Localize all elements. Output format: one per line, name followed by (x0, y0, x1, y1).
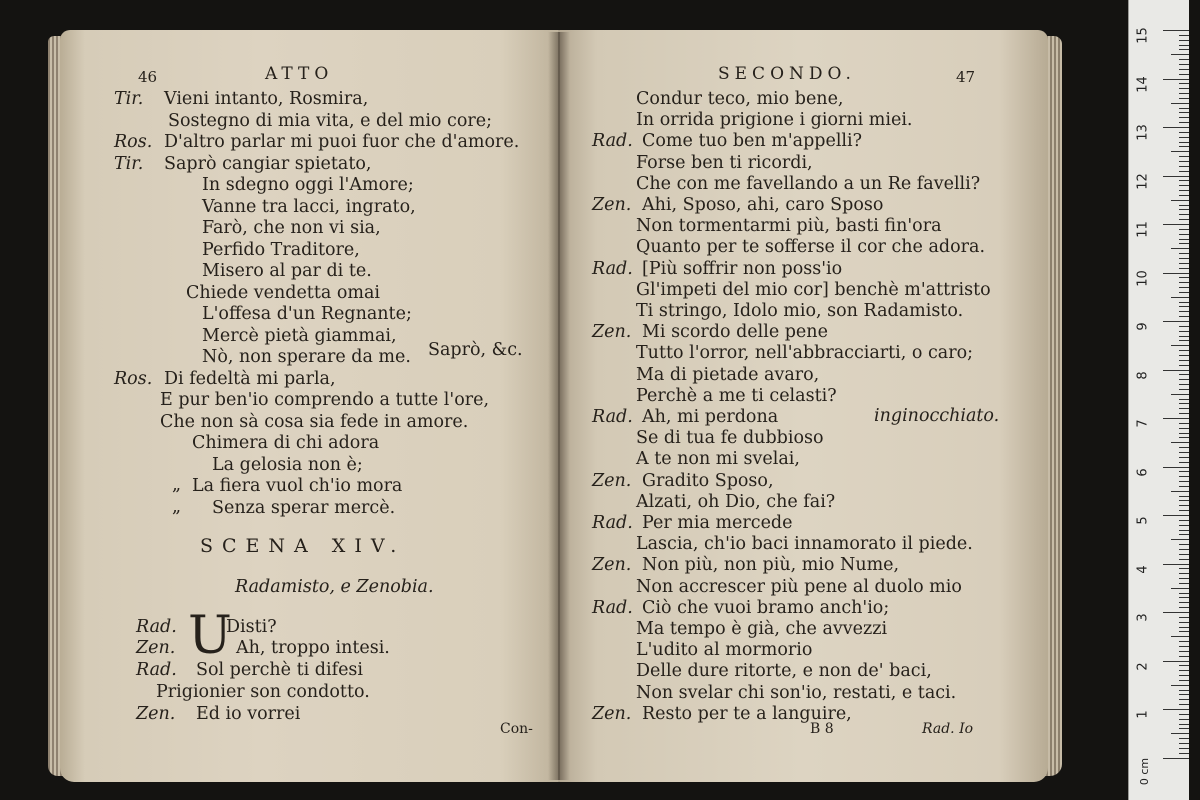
ruler-tick (1179, 597, 1189, 598)
speaker-label: Rad. (592, 513, 633, 533)
ruler-tick (1171, 248, 1189, 249)
running-header-right: SECONDO. (718, 64, 856, 84)
ruler-number: 3 (1135, 613, 1151, 622)
ruler-tick (1163, 709, 1189, 710)
ruler-tick (1179, 510, 1189, 511)
ruler-tick (1179, 161, 1189, 162)
ruler-tick (1179, 302, 1189, 303)
speaker-label: Rad. (136, 660, 177, 680)
verse-line: Vanne tra lacci, ingrato, (202, 196, 416, 217)
verse-line: Che non sà cosa sia fede in amore. (160, 411, 469, 432)
page-number-right: 47 (956, 68, 976, 86)
ruler-tick (1171, 685, 1189, 686)
ruler-tick (1163, 79, 1189, 80)
ruler-tick (1163, 515, 1189, 516)
ruler-tick (1179, 568, 1189, 569)
ruler-tick (1163, 467, 1189, 468)
ruler-tick (1179, 282, 1189, 283)
ruler-number: 7 (1135, 419, 1151, 428)
ruler-tick (1179, 365, 1189, 366)
ruler-tick (1171, 200, 1189, 201)
ruler-tick (1179, 112, 1189, 113)
ruler-tick (1179, 69, 1189, 70)
ruler-unit: 0 cm (1138, 757, 1152, 786)
ruler-tick (1179, 651, 1189, 652)
ruler-tick (1179, 748, 1189, 749)
ruler-tick (1179, 471, 1189, 472)
verse-line: Chimera di chi adora (192, 433, 380, 453)
ruler-tick (1179, 530, 1189, 531)
ruler-tick (1179, 258, 1189, 259)
ruler-number: 9 (1135, 322, 1151, 331)
ruler-tick (1179, 428, 1189, 429)
ruler-number: 13 (1135, 124, 1151, 141)
ruler-tick (1179, 496, 1189, 497)
speaker-label: Rad. (592, 131, 633, 152)
ruler-tick (1179, 146, 1189, 147)
ruler-tick (1179, 680, 1189, 681)
ruler-tick (1179, 326, 1189, 327)
ruler-tick (1179, 724, 1189, 725)
verse-line: D'altro parlar mi puoi fuor che d'amore. (164, 132, 520, 152)
verse-line: Senza sperar mercè. (212, 497, 396, 518)
verse-line: Quanto per te sofferse il cor che adora. (636, 237, 986, 258)
verse-line: L'offesa d'un Regnante; (202, 304, 412, 324)
ruler-tick (1179, 340, 1189, 341)
ruler-tick (1179, 98, 1189, 99)
ruler-tick (1179, 500, 1189, 501)
ruler-tick (1171, 54, 1189, 55)
ruler-tick (1179, 336, 1189, 337)
dialogue-line: Prigionier son condotto. (156, 682, 370, 702)
ruler-tick (1179, 45, 1189, 46)
verse-line: Non tormentarmi più, basti fin'ora (636, 216, 942, 237)
ruler-tick (1179, 195, 1189, 196)
ruler-tick (1163, 176, 1189, 177)
verse-line: Misero al par di te. (202, 261, 372, 281)
verse-line: Resto per te a languire, (642, 703, 852, 724)
ruler-tick (1179, 690, 1189, 691)
speaker-label: Ros. (114, 132, 153, 152)
ruler-tick (1179, 408, 1189, 409)
right-page (558, 30, 1048, 782)
ruler-tick (1179, 452, 1189, 453)
verse-line: Che con me favellando a un Re favelli? (636, 173, 981, 194)
verse-line: Ti stringo, Idolo mio, son Radamisto. (636, 301, 964, 321)
stage-direction: inginocchiato. (874, 406, 1000, 426)
speaker-label: Rad. (592, 597, 633, 618)
ruler-tick (1179, 59, 1189, 60)
dialogue-line: Ed io vorrei (196, 704, 301, 724)
verse-line: L'udito al mormorio (636, 640, 813, 661)
ruler-number: 10 (1135, 269, 1151, 287)
verse-line: Perchè a me ti celasti? (636, 385, 837, 406)
ruler-tick (1179, 583, 1189, 584)
ruler-tick (1171, 103, 1189, 104)
ruler-tick (1179, 714, 1189, 715)
ruler-tick (1163, 273, 1189, 274)
verse-line: Non accrescer più pene al duolo mio (636, 576, 962, 597)
verse-line: A te non mi svelai, (636, 449, 800, 470)
ruler-number: 6 (1135, 467, 1151, 477)
ruler-number: 4 (1135, 564, 1151, 574)
verse-line: Perfido Traditore, (202, 239, 360, 260)
verse-line: Lascia, ch'io baci innamorato il piede. (636, 534, 973, 555)
dialogue-line: Ah, troppo intesi. (236, 638, 390, 658)
signature-mark: B 8 (810, 721, 834, 737)
verse-line: Forse ben ti ricordi, (636, 152, 813, 173)
ruler-tick (1171, 733, 1189, 734)
ruler-number: 15 (1135, 27, 1151, 44)
catchword-right: Rad. Io (922, 721, 974, 737)
ruler-tick (1179, 384, 1189, 385)
ruler-number: 8 (1135, 370, 1151, 380)
ruler-tick (1179, 462, 1189, 463)
ruler-tick (1179, 602, 1189, 603)
ruler-tick (1179, 108, 1189, 109)
verse-line: Ma di pietade avaro, (636, 364, 820, 385)
ruler-number: 11 (1135, 221, 1151, 238)
ruler-tick (1179, 631, 1189, 632)
ruler-tick (1179, 549, 1189, 550)
ruler-tick (1179, 578, 1189, 579)
ruler-tick (1179, 728, 1189, 729)
ruler-tick (1179, 88, 1189, 89)
speaker-label: Zen. (592, 322, 632, 343)
ruler-tick (1179, 35, 1189, 36)
verse-line: Mi scordo delle pene (642, 322, 828, 343)
speaker-label: Zen. (136, 704, 176, 724)
ruler-tick (1179, 559, 1189, 560)
ruler-number: 2 (1135, 661, 1151, 671)
drop-cap: U (188, 606, 232, 666)
ruler-tick (1171, 394, 1189, 395)
verse-line: Saprò cangiar spietato, (164, 153, 372, 174)
page-number-left: 46 (138, 68, 158, 86)
speaker-label: Ros. (114, 368, 153, 389)
ruler-tick (1179, 593, 1189, 594)
ruler-tick (1179, 185, 1189, 186)
verse-line: Farò, che non vi sia, (202, 218, 381, 238)
verse-line: [Più soffrir non poss'io (642, 258, 843, 279)
ruler-tick (1179, 403, 1189, 404)
ruler-tick (1179, 486, 1189, 487)
ruler-tick (1179, 447, 1189, 448)
ruler-tick (1179, 268, 1189, 269)
ruler-tick (1163, 564, 1189, 565)
quote-mark: „ (172, 497, 182, 517)
scene-title: SCENA XIV. (200, 535, 406, 557)
speaker-label: Zen. (592, 470, 632, 491)
scene-characters: Radamisto, e Zenobia. (235, 577, 434, 597)
verse-line: Ma tempo è già, che avvezzi (636, 619, 888, 639)
ruler-tick (1179, 437, 1189, 438)
ruler-tick (1179, 738, 1189, 739)
speaker-label: Rad. (592, 258, 633, 279)
ruler-tick (1179, 665, 1189, 666)
verse-line: Tutto l'orror, nell'abbracciarti, o caro; (636, 343, 974, 364)
verse-line: Sostegno di mia vita, e del mio core; (168, 110, 492, 131)
speaker-label: Zen. (136, 638, 176, 658)
ruler-tick (1179, 229, 1189, 230)
open-book (48, 22, 1068, 787)
ruler-tick (1179, 234, 1189, 235)
ruler-tick (1163, 661, 1189, 662)
ruler-tick (1179, 694, 1189, 695)
ruler-tick (1179, 316, 1189, 317)
catchword-left: Con- (500, 721, 533, 737)
ruler-tick (1163, 612, 1189, 613)
ruler-tick (1179, 83, 1189, 84)
verse-line: Delle dure ritorte, e non de' baci, (636, 661, 932, 682)
ruler-tick (1179, 481, 1189, 482)
ruler-tick (1163, 370, 1189, 371)
ruler-tick (1179, 122, 1189, 123)
ruler-tick (1179, 263, 1189, 264)
ruler-tick (1179, 374, 1189, 375)
ruler-tick (1179, 277, 1189, 278)
ruler-tick (1171, 345, 1189, 346)
ruler-tick (1163, 418, 1189, 419)
ruler-tick (1179, 675, 1189, 676)
ruler-tick (1179, 525, 1189, 526)
ruler-tick (1179, 156, 1189, 157)
ruler-tick (1179, 360, 1189, 361)
speaker-label: Rad. (592, 407, 633, 427)
speaker-label: Tir. (114, 153, 144, 174)
ruler-tick (1179, 704, 1189, 705)
ruler-tick (1179, 534, 1189, 535)
ruler-tick (1179, 656, 1189, 657)
ruler-tick (1179, 166, 1189, 167)
ruler-tick (1179, 457, 1189, 458)
ruler-tick (1179, 433, 1189, 434)
ruler-number: 12 (1135, 172, 1151, 190)
verse-line: Non più, non più, mio Nume, (642, 555, 900, 576)
ruler-tick (1179, 142, 1189, 143)
verse-line: Nò, non sperare da me. (202, 347, 411, 367)
ruler-tick (1179, 40, 1189, 41)
verse-line: Alzati, oh Dio, che fai? (636, 491, 836, 512)
ruler-tick (1179, 205, 1189, 206)
ruler-tick (1171, 588, 1189, 589)
measuring-ruler (1128, 0, 1189, 800)
verse-line: Condur teco, mio bene, (636, 89, 844, 109)
ruler-tick (1163, 30, 1189, 31)
ruler-tick (1179, 379, 1189, 380)
ruler-tick (1171, 491, 1189, 492)
ruler-tick (1179, 219, 1189, 220)
ruler-tick (1179, 622, 1189, 623)
ruler-tick (1179, 607, 1189, 608)
speaker-label: Rad. (136, 617, 177, 637)
ruler-tick (1179, 253, 1189, 254)
verse-line: In orrida prigione i giorni miei. (636, 110, 913, 131)
verse-line: E pur ben'io comprendo a tutte l'ore, (160, 390, 490, 410)
ruler-tick (1163, 321, 1189, 322)
ruler-tick (1179, 699, 1189, 700)
verse-line: Ahi, Sposo, ahi, caro Sposo (642, 195, 884, 215)
ruler-tick (1179, 306, 1189, 307)
ruler-tick (1179, 49, 1189, 50)
ruler-tick (1179, 753, 1189, 754)
ruler-tick (1179, 243, 1189, 244)
ruler-tick (1179, 74, 1189, 75)
speaker-label: Tir. (114, 89, 144, 109)
ruler-number: 5 (1135, 516, 1151, 525)
ruler-tick (1163, 758, 1189, 759)
running-header-left: ATTO (265, 64, 334, 84)
ruler-tick (1179, 520, 1189, 521)
ruler-tick (1179, 331, 1189, 332)
ruler-tick (1171, 151, 1189, 152)
ruler-tick (1179, 670, 1189, 671)
ruler-tick (1171, 636, 1189, 637)
verse-line: Per mia mercede (642, 513, 793, 533)
book-gutter (548, 32, 570, 780)
ruler-tick (1179, 190, 1189, 191)
ruler-tick (1171, 539, 1189, 540)
verse-line: Chiede vendetta omai (186, 282, 381, 303)
verse-line: Gradito Sposo, (642, 470, 774, 491)
ruler-number: 1 (1135, 710, 1151, 719)
ruler-tick (1179, 93, 1189, 94)
ruler-tick (1179, 137, 1189, 138)
ruler-tick (1179, 389, 1189, 390)
ruler-tick (1179, 627, 1189, 628)
ruler-tick (1179, 64, 1189, 65)
ruler-tick (1179, 287, 1189, 288)
ruler-tick (1179, 209, 1189, 210)
verse-line: Gl'impeti del mio cor] benchè m'attristo (636, 279, 991, 300)
verse-line: Se di tua fe dubbioso (636, 428, 824, 449)
ruler-tick (1179, 239, 1189, 240)
speaker-label: Zen. (592, 195, 632, 215)
verse-line: Ciò che vuoi bramo anch'io; (642, 597, 890, 618)
verse-line: La fiera vuol ch'io mora (192, 476, 403, 496)
ruler-tick (1163, 224, 1189, 225)
verse-line: La gelosia non è; (212, 454, 363, 475)
da-capo-note: Saprò, &c. (428, 340, 523, 360)
ruler-tick (1171, 297, 1189, 298)
quote-mark: „ (172, 475, 182, 495)
verse-line: Di fedeltà mi parla, (164, 368, 336, 389)
ruler-tick (1179, 292, 1189, 293)
ruler-tick (1179, 646, 1189, 647)
ruler-tick (1179, 423, 1189, 424)
ruler-tick (1179, 311, 1189, 312)
verse-line: Vieni intanto, Rosmira, (164, 89, 369, 109)
left-page (60, 30, 560, 782)
ruler-tick (1179, 350, 1189, 351)
verse-line: Ah, mi perdona (642, 407, 779, 427)
ruler-tick (1179, 413, 1189, 414)
ruler-tick (1179, 554, 1189, 555)
speaker-label: Zen. (592, 555, 632, 576)
ruler-tick (1179, 132, 1189, 133)
verse-line: In sdegno oggi l'Amore; (202, 175, 414, 195)
ruler-tick (1179, 719, 1189, 720)
speaker-label: Zen. (592, 703, 632, 724)
verse-line: Come tuo ben m'appelli? (642, 131, 863, 152)
ruler-tick (1179, 476, 1189, 477)
ruler-tick (1179, 573, 1189, 574)
ruler-tick (1171, 442, 1189, 443)
ruler-tick (1179, 617, 1189, 618)
ruler-tick (1163, 127, 1189, 128)
ruler-tick (1179, 641, 1189, 642)
ruler-tick (1179, 399, 1189, 400)
dialogue-line: Disti? (226, 617, 277, 637)
ruler-tick (1179, 214, 1189, 215)
verse-line: Non svelar chi son'io, restati, e taci. (636, 682, 957, 703)
ruler-tick (1179, 505, 1189, 506)
ruler-number: 14 (1135, 75, 1151, 93)
ruler-tick (1179, 743, 1189, 744)
ruler-tick (1179, 117, 1189, 118)
ruler-tick (1179, 171, 1189, 172)
ruler-tick (1179, 180, 1189, 181)
ruler-tick (1179, 355, 1189, 356)
dialogue-line: Sol perchè ti difesi (196, 660, 364, 680)
verse-line: Mercè pietà giammai, (202, 325, 397, 346)
ruler-tick (1179, 544, 1189, 545)
